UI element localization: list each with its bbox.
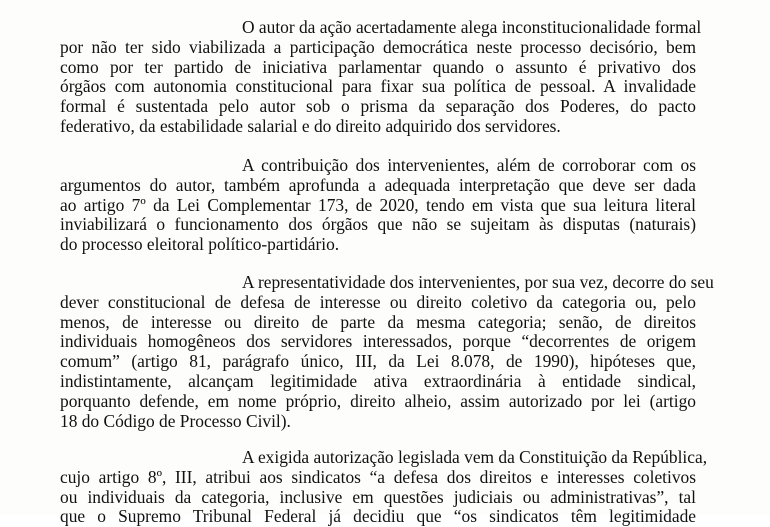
text-line: A representatividade dos intervenientes, por sua vez, decorre do seu [242, 272, 714, 292]
text-line: cujo artigo 8º, III, atribui aos sindicatos “a defesa dos direitos e interesses coletivos [60, 466, 696, 487]
text-line: federativo, da estabilidade salarial e do direito adquirido dos servidores. [60, 115, 561, 136]
text-line: ao artigo 7º da Lei Complementar 173, de 2020, tendo em vista que sua leitura literal [60, 194, 696, 215]
text-line: que o Supremo Tribunal Federal já decidiu que “os sindicatos têm legitimidade [60, 506, 696, 527]
text-line: 18 do Código de Processo Civil). [60, 410, 291, 431]
text-line: argumentos do autor, também aprofunda a adequada interpretação que deve ser dada [60, 174, 696, 195]
text-line: formal é sustentada pelo autor sob o prisma da separação dos Poderes, do pacto [60, 96, 696, 117]
paragraph-representativeness [60, 272, 714, 431]
text-line: comum” (artigo 81, parágrafo único, III, da Lei 8.078, de 1990), hipóteses que, [60, 351, 696, 372]
text-line: órgãos com autonomia constitucional para fixar sua política de pessoal. A invalidade [60, 76, 696, 97]
text-line: indistintamente, alcançam legitimidade ativa extraordinária à entidade sindical, [60, 370, 696, 391]
paragraph-unconstitutionality [60, 17, 702, 137]
text-line: ou individuais da categoria, inclusive em questões judiciais ou administrativas”, tal [60, 486, 696, 507]
text-line: como por ter partido de iniciativa parlamentar quando o assunto é privativo dos [60, 56, 696, 77]
text-line: menos, de interesse ou direito de parte da mesma categoria; senão, de direitos [60, 311, 696, 332]
text-line: O autor da ação acertadamente alega inconstitucionalidade formal [242, 17, 702, 37]
paragraph-intervenors-contribution [60, 156, 696, 255]
text-line: A contribuição dos intervenientes, além de corroborar com os [242, 155, 696, 175]
text-line: porquanto defende, em nome próprio, direito alheio, assim autorizado por lei (artigo [60, 390, 696, 411]
paragraph-legislated-authorization [60, 447, 708, 527]
text-line: por não ter sido viabilizada a participação democrática neste processo decisório, bem [60, 36, 696, 57]
text-line: inviabilizará o funcionamento dos órgãos que não se sujeitam às disputas (naturais) [60, 214, 696, 235]
text-line: individuais homogêneos dos servidores interessados, porque “decorrentes de origem [60, 331, 696, 352]
text-line: do processo eleitoral político-partidário. [60, 234, 340, 255]
text-line: dever constitucional de defesa de interesse ou direito coletivo da categoria ou, pelo [60, 291, 696, 312]
text-line: A exigida autorização legislada vem da Constituição da República, [242, 447, 708, 467]
